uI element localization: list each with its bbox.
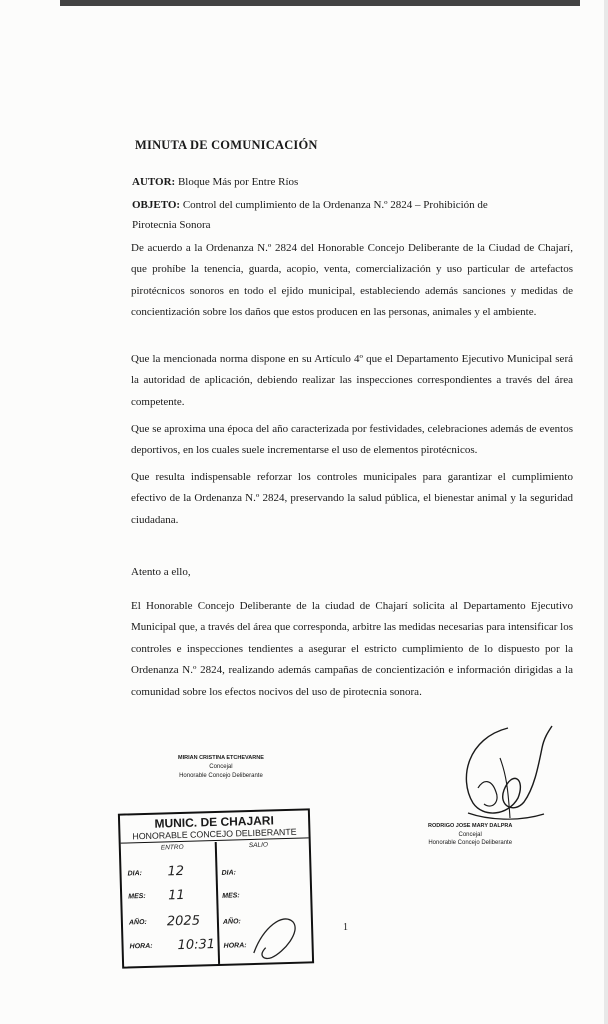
- signature-right-name: RODRIGO JOSE MARY DALPRA: [428, 823, 513, 829]
- reception-stamp: [118, 808, 314, 968]
- stamp-out-dia-label: DIA:: [221, 869, 237, 877]
- object-value-line2: Pirotecnia Sonora: [132, 219, 211, 231]
- signature-left-name: MIRIAN CRISTINA ETCHEVARNE: [178, 755, 264, 761]
- stamp-out-mes-label: MES:: [222, 892, 240, 900]
- stamp-title: MUNIC. DE CHAJARI: [154, 813, 274, 831]
- paragraph-3: Que se aproxima una época del año caracterizada por festividades, celebraciones además de eventos deportivos, en los cuales suele incrementarse el uso de elementos pirotécnicos.: [131, 423, 573, 457]
- signature-left-role: Concejal: [209, 764, 233, 770]
- object-value-line1: Control del cumplimiento de la Ordenanza N.º 2824 – Prohibición de: [182, 199, 488, 211]
- stamp-in-mes-label: MES:: [128, 892, 146, 901]
- author-line: [132, 176, 298, 188]
- paragraph-1: De acuerdo a la Ordenanza N.º 2824 del Honorable Concejo Deliberante de la Ciudad de Chajarí, que prohíbe la tenencia, guarda, acopio, venta, comercialización y uso particular de artefactos pirotécnicos sonoros en todo el ejido municipal, estableciendo además sanciones y medidas de concientización sobre los daños que estos producen en las personas, animales y el ambiente.: [131, 242, 573, 319]
- handwritten-signature: [448, 718, 558, 833]
- object-label: OBJETO:: [132, 199, 181, 211]
- paragraph-4: Que resulta indispensable reforzar los controles municipales para garantizar el cumplimiento efectivo de la Ordenanza N.º 2824, preservando la salud pública, el bienestar animal y la seguridad ciudadana.: [131, 471, 573, 526]
- paragraph-5: Atento a ello,: [131, 566, 191, 578]
- stamp-in-dia-value: 12: [167, 863, 185, 880]
- signature-right-role: Concejal: [458, 831, 482, 838]
- signature-left-body: Honorable Concejo Deliberante: [179, 773, 263, 779]
- stamp-col-in: ENTRO: [160, 843, 184, 852]
- stamp-border: [118, 808, 314, 968]
- signature-right: [428, 822, 512, 848]
- stamp-in-hora-value: 10:31: [177, 937, 216, 954]
- page-number: 1: [343, 922, 348, 933]
- scan-edge-line: [60, 0, 580, 6]
- paragraph-2: Que la mencionada norma dispone en su Artículo 4º que el Departamento Ejecutivo Municipal será la autoridad de aplicación, debiendo realizar las inspecciones correspondientes a través del área competente.: [131, 353, 573, 408]
- stamp-col-out: SALIO: [248, 841, 269, 850]
- paragraph-6: El Honorable Concejo Deliberante de la ciudad de Chajarí solicita al Departamento Ejecutivo Municipal que, a través del área que corresponda, arbitre las medidas necesarias para intensificar los controles e inspecciones tendientes a asegurar el estricto cumplimiento de lo dispuesto por la Ordenanza N.º 2824, realizando además campañas de concientización e información dirigidas a la comunidad sobre los efectos nocivos del uso de pirotecnia sonora.: [131, 600, 573, 698]
- stamp-scribble: [243, 907, 305, 964]
- signature-left: [178, 754, 264, 781]
- author-label: AUTOR:: [132, 176, 176, 188]
- scan-right-edge: [604, 0, 608, 1024]
- stamp-in-dia-label: DIA:: [127, 870, 143, 878]
- stamp-out-hora-label: HORA:: [223, 942, 247, 950]
- signature-right-body: Honorable Concejo Deliberante: [428, 840, 513, 846]
- object-line: [132, 195, 572, 235]
- stamp-out-ano-label: AÑO:: [222, 918, 241, 926]
- stamp-in-hora-label: HORA:: [129, 942, 153, 951]
- stamp-subtitle: HONORABLE CONCEJO DELIBERANTE: [120, 826, 308, 843]
- author-value: Bloque Más por Entre Ríos: [177, 176, 299, 188]
- stamp-in-ano-label: AÑO:: [128, 918, 147, 927]
- stamp-in-mes-value: 11: [167, 887, 185, 904]
- stamp-divider: [215, 842, 220, 964]
- stamp-in-ano-value: 2025: [166, 913, 201, 930]
- document-title: MINUTA DE COMUNICACIÓN: [135, 138, 318, 152]
